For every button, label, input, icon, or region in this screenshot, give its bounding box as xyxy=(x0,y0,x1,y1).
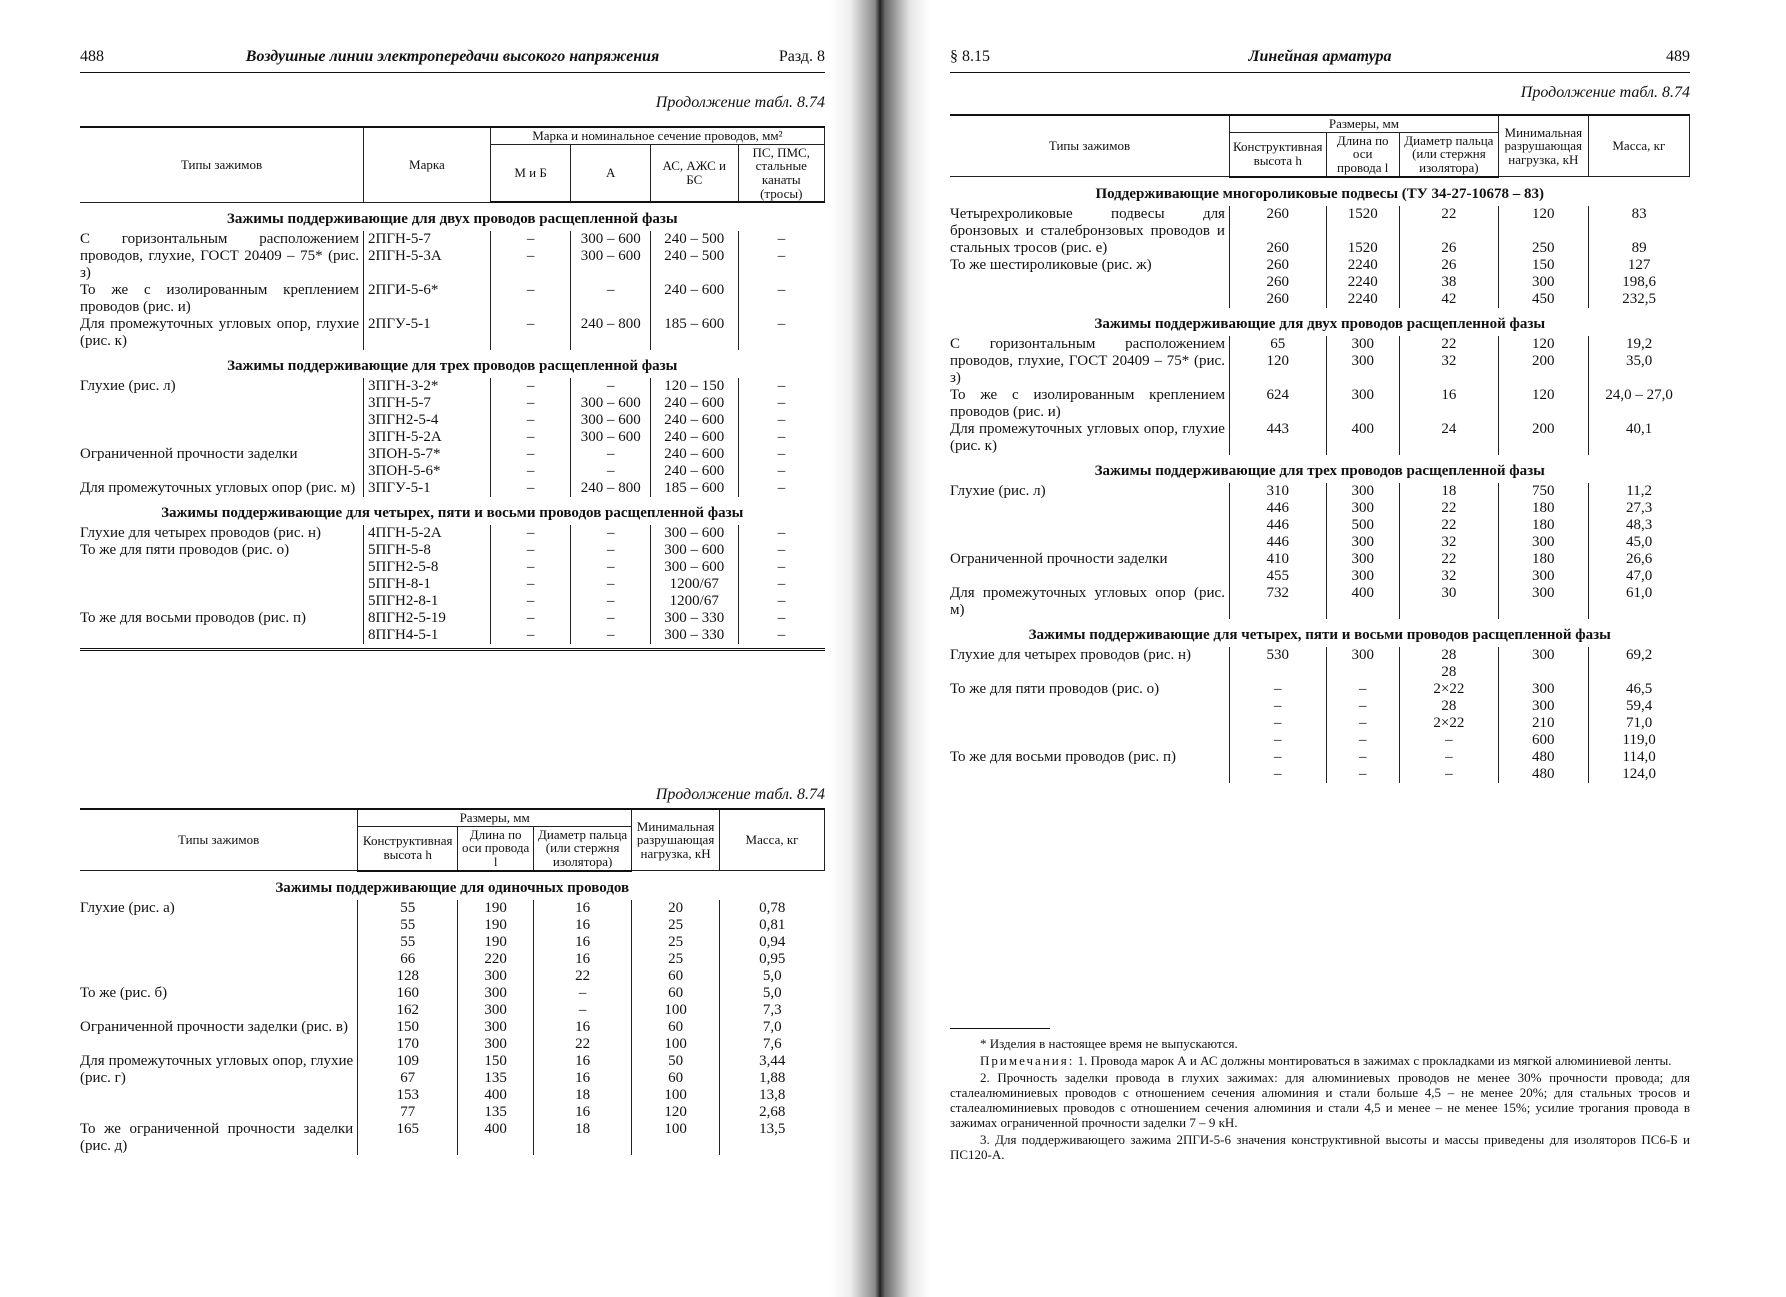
cell-name: Глухие (рис. а) xyxy=(80,899,175,916)
cell-mass: 3,44 1,88 13,8 2,68 xyxy=(720,1053,825,1121)
cell-name: Для промежуточных угловых опор, глухие (рис. к) xyxy=(80,316,359,350)
cell-l: 2240 2240 2240 xyxy=(1326,257,1399,308)
header-clamp-type: Типы зажимов xyxy=(950,115,1229,177)
cell-name: Для промежуточных угловых опор (рис. м) xyxy=(950,584,1225,618)
cell-h: 165 xyxy=(358,1121,458,1155)
header-mass: Масса, кг xyxy=(1588,115,1689,177)
cell-l: 150 135 400 135 xyxy=(458,1053,534,1121)
cell-h: 260 260 xyxy=(1229,206,1326,257)
table-row xyxy=(80,378,825,446)
cell-mark: 8ПГН2-5-19 8ПГН4-5-1 xyxy=(364,610,491,644)
cell-name: Для промежуточных угловых опор (рис. м) xyxy=(80,480,356,497)
cell-load: 60 100 xyxy=(632,1019,720,1053)
section-label: § 8.15 xyxy=(950,48,990,65)
cell-load: 120 250 xyxy=(1498,206,1588,257)
cell-mark: 2ПГН-5-7 2ПГН-5-3А xyxy=(364,231,491,282)
note-2: 2. Прочность заделки провода в глухих зажимах: для алюминиевых проводов не менее 30% прочности провода; для сталеалюминиевых проводов с отношением сечения алюминия и стали больше 4,5 – не менее 20%; для стальных тросов и сталеалюминиевых проводов с отношением сечения алюминия и стали 4,5 и менее – не менее 15%; усилие трогания провода в зажимах ограниченной прочности заделки 7 – 9 кН. xyxy=(950,1070,1690,1130)
cell-d: 24 xyxy=(1399,421,1498,455)
fittings-table-body xyxy=(950,177,1690,783)
table-continuation-label: Продолжение табл. 8.74 xyxy=(655,94,825,111)
cell-mark: 4ПГН-5-2А xyxy=(364,525,491,542)
cell-d: 18 22 22 32 xyxy=(1399,483,1498,551)
cell-d: 16 16 16 16 22 xyxy=(534,900,632,985)
cell-name: С горизонтальным расположением проводов, глухие, ГОСТ 20409 – 75* (рис. з) xyxy=(80,231,359,282)
cell-h: 624 xyxy=(1229,387,1326,421)
cell-load: 300 300 210 600 xyxy=(1498,681,1588,749)
cell-name: С горизонтальным расположением проводов, глухие, ГОСТ 20409 – 75* (рис. з) xyxy=(950,335,1225,386)
cell-h: 150 170 xyxy=(358,1019,458,1053)
clamp-marks-table xyxy=(80,126,825,651)
table-row xyxy=(950,257,1690,308)
table-row xyxy=(80,985,825,1019)
cell-name: То же шестироликовые (рис. ж) xyxy=(950,256,1152,273)
cell-ac: 300 – 600 xyxy=(650,525,738,542)
table-row xyxy=(80,480,825,497)
cell-d: 18 xyxy=(534,1121,632,1155)
cell-mass: 11,2 27,3 48,3 45,0 xyxy=(1588,483,1689,551)
cell-ps: – – – – xyxy=(738,542,824,610)
header-breaking-load: Минимальная разрушающая нагрузка, кН xyxy=(1498,115,1588,177)
cell-a: – – – – xyxy=(571,542,651,610)
cell-name: Четырехроликовые подвесы для бронзовых и сталебронзовых проводов и стальных тросов (рис. е) xyxy=(950,205,1225,256)
cell-load: 300 xyxy=(1498,585,1588,619)
cell-ac: 185 – 600 xyxy=(650,480,738,497)
cell-mark: 2ПГИ-5-6* xyxy=(364,282,491,316)
section-row xyxy=(950,455,1690,483)
header-mass: Масса, кг xyxy=(720,809,825,871)
cell-mass: 24,0 – 27,0 xyxy=(1588,387,1689,421)
header-clamp-type: Типы зажимов xyxy=(80,127,364,202)
cell-a: – – xyxy=(571,610,651,644)
cell-h: 310 446 446 446 xyxy=(1229,483,1326,551)
header-mark: Марка xyxy=(364,127,491,202)
cell-name: То же для восьми проводов (рис. п) xyxy=(80,610,306,627)
cell-load: 200 xyxy=(1498,421,1588,455)
cell-load: 120 xyxy=(1498,387,1588,421)
header-clamp-type: Типы зажимов xyxy=(80,809,358,871)
header-pin-diameter: Диаметр пальца (или стержня изолятора) xyxy=(1399,132,1498,176)
cell-ac: 240 – 500 240 – 500 xyxy=(650,231,738,282)
running-title: Линейная арматура xyxy=(1248,48,1392,65)
cell-mass: 69,2 xyxy=(1588,647,1689,681)
cell-d: 26 38 42 xyxy=(1399,257,1498,308)
cell-a: – – xyxy=(571,446,651,480)
cell-name: То же с изолированным креплением проводов (рис. и) xyxy=(950,386,1225,420)
cell-mass: 26,6 47,0 xyxy=(1588,551,1689,585)
note-1-text: 1. Провода марок А и АС должны монтироваться в зажимах с прокладками из мягкой алюминиевой ленты. xyxy=(1077,1053,1672,1068)
section-title: Зажимы поддерживающие для двух проводов расщепленной фазы xyxy=(226,211,678,228)
page-number: 489 xyxy=(1666,48,1690,65)
cell-name: Ограниченной прочности заделки xyxy=(80,446,298,463)
cell-mass: 61,0 xyxy=(1588,585,1689,619)
cell-h: – – – – xyxy=(1229,681,1326,749)
section-row xyxy=(950,177,1690,206)
cell-ac: 300 – 330 300 – 330 xyxy=(650,610,738,644)
cell-name: То же для восьми проводов (рис. п) xyxy=(950,748,1176,765)
cell-d: 2×22 28 2×22 – xyxy=(1399,681,1498,749)
table-row xyxy=(950,647,1690,681)
cell-h: 443 xyxy=(1229,421,1326,455)
cell-mass: 0,78 0,81 0,94 0,95 5,0 xyxy=(720,900,825,985)
cell-load: 60 100 xyxy=(632,985,720,1019)
header-height: Конструктивная высота h xyxy=(1229,132,1326,176)
cell-a: – 300 – 600 300 – 600 300 – 600 xyxy=(571,378,651,446)
notes-label: Примечания: xyxy=(980,1053,1075,1068)
cell-load: 750 180 180 300 xyxy=(1498,483,1588,551)
cell-h: 160 162 xyxy=(358,985,458,1019)
cell-ps: – xyxy=(738,480,824,497)
cell-name: Для промежуточных угловых опор, глухие (рис. к) xyxy=(950,420,1225,454)
cell-name: Глухие (рис. л) xyxy=(950,482,1046,499)
cell-name: Ограниченной прочности заделки (рис. в) xyxy=(80,1018,348,1035)
section-title: Зажимы поддерживающие для трех проводов расщепленной фазы xyxy=(227,358,678,375)
cell-a: 240 – 800 xyxy=(571,316,651,350)
cell-l: – – xyxy=(1326,749,1399,783)
cell-l: 400 xyxy=(1326,585,1399,619)
table-row xyxy=(80,316,825,350)
cell-mass: 19,2 35,0 xyxy=(1588,336,1689,387)
table-row xyxy=(80,542,825,610)
cell-a: – xyxy=(571,282,651,316)
cell-d: – – xyxy=(1399,749,1498,783)
cell-load: 100 xyxy=(632,1121,720,1155)
header-a: А xyxy=(571,144,651,202)
cell-h: 260 260 260 xyxy=(1229,257,1326,308)
cell-l: 300 300 xyxy=(458,985,534,1019)
cell-load: 20 25 25 25 60 xyxy=(632,900,720,985)
cell-l: 300 300 xyxy=(458,1019,534,1053)
section-title: Зажимы поддерживающие для четырех, пяти и восьми проводов расщепленной фазы xyxy=(1028,626,1611,643)
table-end-rule xyxy=(80,644,825,650)
footnote-rule xyxy=(950,1028,1050,1029)
cell-h: 410 455 xyxy=(1229,551,1326,585)
section-title: Зажимы поддерживающие для двух проводов расщепленной фазы xyxy=(1094,315,1546,332)
cell-d: 28 28 xyxy=(1399,647,1498,681)
cell-mass: 13,5 xyxy=(720,1121,825,1155)
table-row xyxy=(80,446,825,480)
header-ps: ПС, ПМС, стальные канаты (тросы) xyxy=(738,144,824,202)
section-row xyxy=(950,619,1690,647)
section-title: Зажимы поддерживающие для трех проводов расщепленной фазы xyxy=(1094,462,1545,479)
footnote: * Изделия в настоящее время не выпускаются. xyxy=(980,1036,1238,1051)
table-row xyxy=(950,585,1690,619)
cell-name: То же (рис. б) xyxy=(80,984,168,1001)
cell-d: – – xyxy=(534,985,632,1019)
cell-mass: 5,0 7,3 xyxy=(720,985,825,1019)
cell-ps: – – xyxy=(738,446,824,480)
cell-mark: 3ПГУ-5-1 xyxy=(364,480,491,497)
cell-a: 300 – 600 300 – 600 xyxy=(571,231,651,282)
single-wire-dimensions-table xyxy=(80,808,825,1155)
cell-ac: 120 – 150 240 – 600 240 – 600 240 – 600 xyxy=(650,378,738,446)
section-row xyxy=(80,497,825,525)
cell-ac: 240 – 600 xyxy=(650,282,738,316)
cell-h: 109 67 153 77 xyxy=(358,1053,458,1121)
cell-h: – – xyxy=(1229,749,1326,783)
cell-name: Глухие для четырех проводов (рис. н) xyxy=(80,525,322,542)
cell-name: Глухие (рис. л) xyxy=(80,378,176,395)
cell-name: Глухие для четырех проводов (рис. н) xyxy=(950,646,1192,663)
left-page-header xyxy=(80,48,825,73)
cell-name: То же для пяти проводов (рис. о) xyxy=(950,680,1160,697)
cell-mb: – xyxy=(490,480,571,497)
cell-ac: 185 – 600 xyxy=(650,316,738,350)
table-row xyxy=(80,1053,825,1121)
cell-ps: – – xyxy=(738,231,824,282)
header-dimensions-group: Размеры, мм xyxy=(1229,115,1498,132)
section-title: Зажимы поддерживающие для четырех, пяти и восьми проводов расщепленной фазы xyxy=(161,505,744,522)
table-continuation-label: Продолжение табл. 8.74 xyxy=(655,786,825,803)
table-row xyxy=(950,681,1690,749)
cell-name: То же для пяти проводов (рис. о) xyxy=(80,542,290,559)
cell-d: 16 16 18 16 xyxy=(534,1053,632,1121)
cell-h: 530 xyxy=(1229,647,1326,681)
left-page xyxy=(80,0,825,1297)
section-row xyxy=(80,202,825,231)
cell-mass: 114,0 124,0 xyxy=(1588,749,1689,783)
cell-h: 55 55 55 66 128 xyxy=(358,900,458,985)
header-mb: М и Б xyxy=(490,144,571,202)
table-end-cell xyxy=(80,644,825,650)
cell-ps: – – xyxy=(738,610,824,644)
single-wire-table-body xyxy=(80,871,825,900)
cell-d: 16 22 xyxy=(534,1019,632,1053)
note-3: 3. Для поддерживающего зажима 2ПГИ-5-6 значения конструктивной высоты и массы приведены для изоляторов ПС6-Б и ПС120-А. xyxy=(950,1132,1690,1162)
page-number: 488 xyxy=(80,48,104,65)
cell-mb: – – – – xyxy=(490,542,571,610)
notes-block xyxy=(950,1036,1690,1164)
clamp-marks-table-body xyxy=(80,202,825,650)
cell-l: 300 300 xyxy=(1326,551,1399,585)
cell-l: 300 xyxy=(1326,387,1399,421)
cell-name: Ограниченной прочности заделки xyxy=(950,550,1168,567)
cell-l: 1520 1520 xyxy=(1326,206,1399,257)
table-row xyxy=(950,749,1690,783)
cell-a: – xyxy=(571,525,651,542)
cell-name: Для промежуточных угловых опор, глухие (рис. г) xyxy=(80,1052,354,1086)
cell-ac: 240 – 600 240 – 600 xyxy=(650,446,738,480)
cell-mb: – xyxy=(490,282,571,316)
cell-load: 150 300 450 xyxy=(1498,257,1588,308)
header-height: Конструктивная высота h xyxy=(358,826,458,870)
table-row xyxy=(80,1019,825,1053)
header-pin-diameter: Диаметр пальца (или стержня изолятора) xyxy=(534,826,632,870)
cell-mark: 3ПГН-3-2* 3ПГН-5-7 3ПГН2-5-4 3ПГН-5-2А xyxy=(364,378,491,446)
cell-mass: 7,0 7,6 xyxy=(720,1019,825,1053)
cell-mb: – – xyxy=(490,231,571,282)
cell-mass: 40,1 xyxy=(1588,421,1689,455)
cell-l: – – – – xyxy=(1326,681,1399,749)
section-label: Разд. 8 xyxy=(778,48,825,65)
table-row xyxy=(80,282,825,316)
header-dimensions-group: Размеры, мм xyxy=(358,809,632,826)
cell-ps: – xyxy=(738,282,824,316)
cell-d: 30 xyxy=(1399,585,1498,619)
cell-mb: – – – – xyxy=(490,378,571,446)
table-row xyxy=(80,1121,825,1155)
cell-ps: – xyxy=(738,316,824,350)
cell-ps: – xyxy=(738,525,824,542)
right-page xyxy=(950,0,1690,1297)
note-1 xyxy=(950,1053,1690,1068)
cell-load: 120 200 xyxy=(1498,336,1588,387)
cell-d: 22 32 xyxy=(1399,336,1498,387)
cell-l: 300 300 xyxy=(1326,336,1399,387)
header-length: Длина по оси провода l xyxy=(1326,132,1399,176)
header-length: Длина по оси провода l xyxy=(458,826,534,870)
cell-mb: – xyxy=(490,525,571,542)
table-row xyxy=(950,206,1690,257)
cell-mark: 2ПГУ-5-1 xyxy=(364,316,491,350)
table-row xyxy=(950,387,1690,421)
cell-mb: – xyxy=(490,316,571,350)
single-wire-table-rows xyxy=(80,900,825,1155)
cell-load: 480 480 xyxy=(1498,749,1588,783)
cell-load: 180 300 xyxy=(1498,551,1588,585)
cell-mb: – – xyxy=(490,446,571,480)
cell-d: 22 26 xyxy=(1399,206,1498,257)
book-gutter xyxy=(830,0,930,1297)
cell-l: 300 xyxy=(1326,647,1399,681)
table-row xyxy=(80,231,825,282)
cell-ac: 300 – 600 300 – 600 1200/67 1200/67 xyxy=(650,542,738,610)
cell-d: 16 xyxy=(1399,387,1498,421)
cell-ps: – – – – xyxy=(738,378,824,446)
cell-d: 22 32 xyxy=(1399,551,1498,585)
section-title: Зажимы поддерживающие для одиночных проводов xyxy=(275,879,630,896)
table-row xyxy=(950,483,1690,551)
section-title: Поддерживающие многороликовые подвесы (ТУ 34-27-10678 – 83) xyxy=(1095,185,1545,202)
cell-name: То же с изолированным креплением проводов (рис. и) xyxy=(80,282,359,316)
table-continuation-label: Продолжение табл. 8.74 xyxy=(1520,84,1690,101)
table-row xyxy=(80,525,825,542)
cell-mass: 127 198,6 232,5 xyxy=(1588,257,1689,308)
cell-l: 400 xyxy=(1326,421,1399,455)
cell-load: 300 xyxy=(1498,647,1588,681)
header-ac: АС, АЖС и БС xyxy=(650,144,738,202)
cell-h: 732 xyxy=(1229,585,1326,619)
cell-mass: 46,5 59,4 71,0 119,0 xyxy=(1588,681,1689,749)
cell-a: 240 – 800 xyxy=(571,480,651,497)
cell-mb: – – xyxy=(490,610,571,644)
cell-mass: 83 89 xyxy=(1588,206,1689,257)
section-row xyxy=(950,308,1690,336)
header-breaking-load: Минимальная разрушающая нагрузка, кН xyxy=(632,809,720,871)
table-row xyxy=(950,336,1690,387)
cell-mark: 3ПОН-5-7* 3ПОН-5-6* xyxy=(364,446,491,480)
cell-l: 300 300 500 300 xyxy=(1326,483,1399,551)
section-row xyxy=(80,350,825,378)
table-row xyxy=(950,551,1690,585)
right-page-header xyxy=(950,48,1690,73)
table-row xyxy=(80,900,825,985)
header-cross-section-group: Марка и номинальное сечение проводов, мм² xyxy=(490,127,824,144)
table-row xyxy=(80,610,825,644)
cell-l: 400 xyxy=(458,1121,534,1155)
fittings-dimensions-table xyxy=(950,114,1690,783)
running-title: Воздушные линии электропередачи высокого напряжения xyxy=(245,48,660,65)
cell-name: То же ограниченной прочности заделки (рис. д) xyxy=(80,1120,354,1154)
cell-l: 190 190 190 220 300 xyxy=(458,900,534,985)
table-row xyxy=(950,421,1690,455)
cell-load: 50 60 100 120 xyxy=(632,1053,720,1121)
cell-h: 65 120 xyxy=(1229,336,1326,387)
cell-mark: 5ПГН-5-8 5ПГН2-5-8 5ПГН-8-1 5ПГН2-8-1 xyxy=(364,542,491,610)
